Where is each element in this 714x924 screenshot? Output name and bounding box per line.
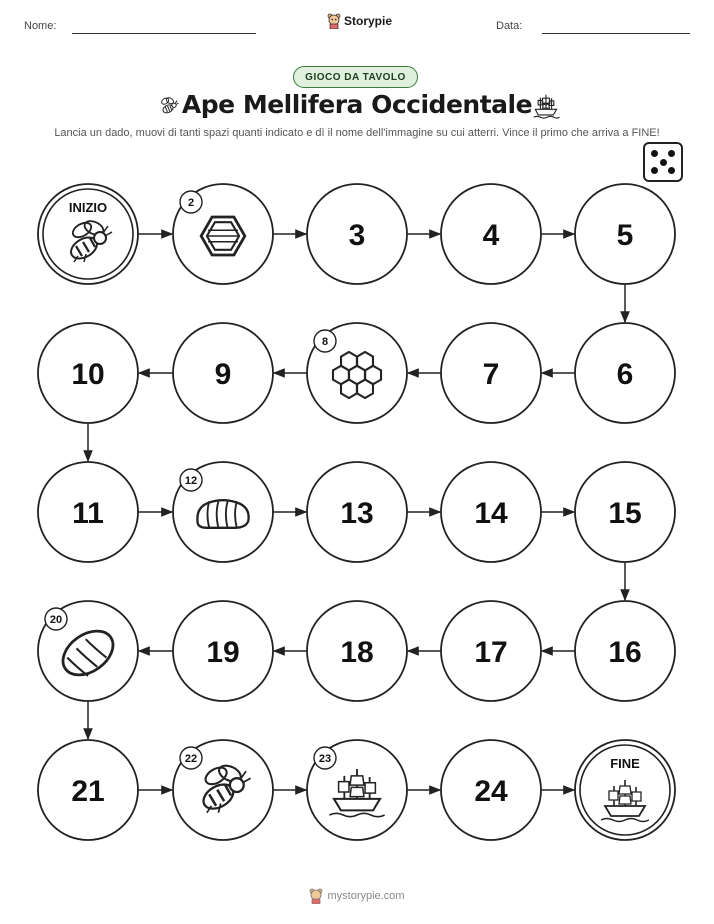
board-space-14 (441, 462, 541, 562)
game-type-badge: GIOCO DA TAVOLO (293, 66, 418, 88)
space-number: 8 (321, 336, 329, 348)
board-space-22 (173, 740, 273, 840)
board-space-8 (307, 323, 407, 423)
mascot-icon (309, 888, 323, 904)
board-space-5 (575, 184, 675, 284)
honeycomb-cell-icon (201, 217, 245, 255)
space-number: 12 (184, 475, 198, 487)
board-space-1 (38, 184, 138, 284)
board-space-19 (173, 601, 273, 701)
board-space-6 (575, 323, 675, 423)
board-space-23 (307, 740, 407, 840)
space-number: 10 (71, 358, 105, 391)
board-space-21 (38, 740, 138, 840)
board-space-18 (307, 601, 407, 701)
space-number: 17 (474, 636, 508, 669)
board-space-9 (173, 323, 273, 423)
space-number: 7 (482, 358, 500, 391)
board-space-3 (307, 184, 407, 284)
space-number: 9 (214, 358, 232, 391)
space-number: 6 (616, 358, 634, 391)
date-label: Data: (496, 20, 523, 32)
board-space-7 (441, 323, 541, 423)
board-space-2 (173, 184, 273, 284)
space-number: 22 (184, 753, 198, 765)
board-space-10 (38, 323, 138, 423)
space-number: 23 (318, 753, 332, 765)
board-space-12 (173, 462, 273, 562)
board-space-15 (575, 462, 675, 562)
board-space-4 (441, 184, 541, 284)
board-space-25 (575, 740, 675, 840)
finish-label: FINE (610, 756, 640, 771)
name-label: Nome: (24, 20, 57, 32)
board-space-16 (575, 601, 675, 701)
instructions: Lancia un dado, muovi di tanti spazi quanti indicato e dì il nome dell'immagine su cui atterri. Vince il primo che arriva a FINE! (54, 127, 660, 139)
space-number: 19 (206, 636, 240, 669)
honeycomb-icon (333, 352, 381, 398)
space-number: 21 (71, 775, 105, 808)
space-number: 4 (482, 219, 500, 252)
board-space-24 (441, 740, 541, 840)
space-number: 16 (608, 636, 642, 669)
space-number: 15 (608, 497, 642, 530)
space-number: 13 (340, 497, 374, 530)
space-number: 14 (474, 497, 508, 530)
board-space-17 (441, 601, 541, 701)
space-number: 18 (340, 636, 374, 669)
footer (0, 888, 714, 904)
space-number: 5 (616, 219, 634, 252)
space-number: 3 (348, 219, 366, 252)
space-number: 11 (72, 497, 104, 530)
space-number: 2 (187, 197, 195, 209)
brand-name: Storypie (344, 14, 393, 28)
space-number: 24 (474, 775, 508, 808)
board-space-20 (38, 601, 138, 701)
page-title: Ape Mellifera Occidentale (181, 90, 533, 119)
start-label: INIZIO (68, 200, 108, 215)
board-space-13 (307, 462, 407, 562)
footer-url: mystorypie.com (327, 890, 405, 902)
larva-icon (197, 500, 248, 528)
space-number: 20 (49, 614, 63, 626)
board-space-11 (38, 462, 138, 562)
